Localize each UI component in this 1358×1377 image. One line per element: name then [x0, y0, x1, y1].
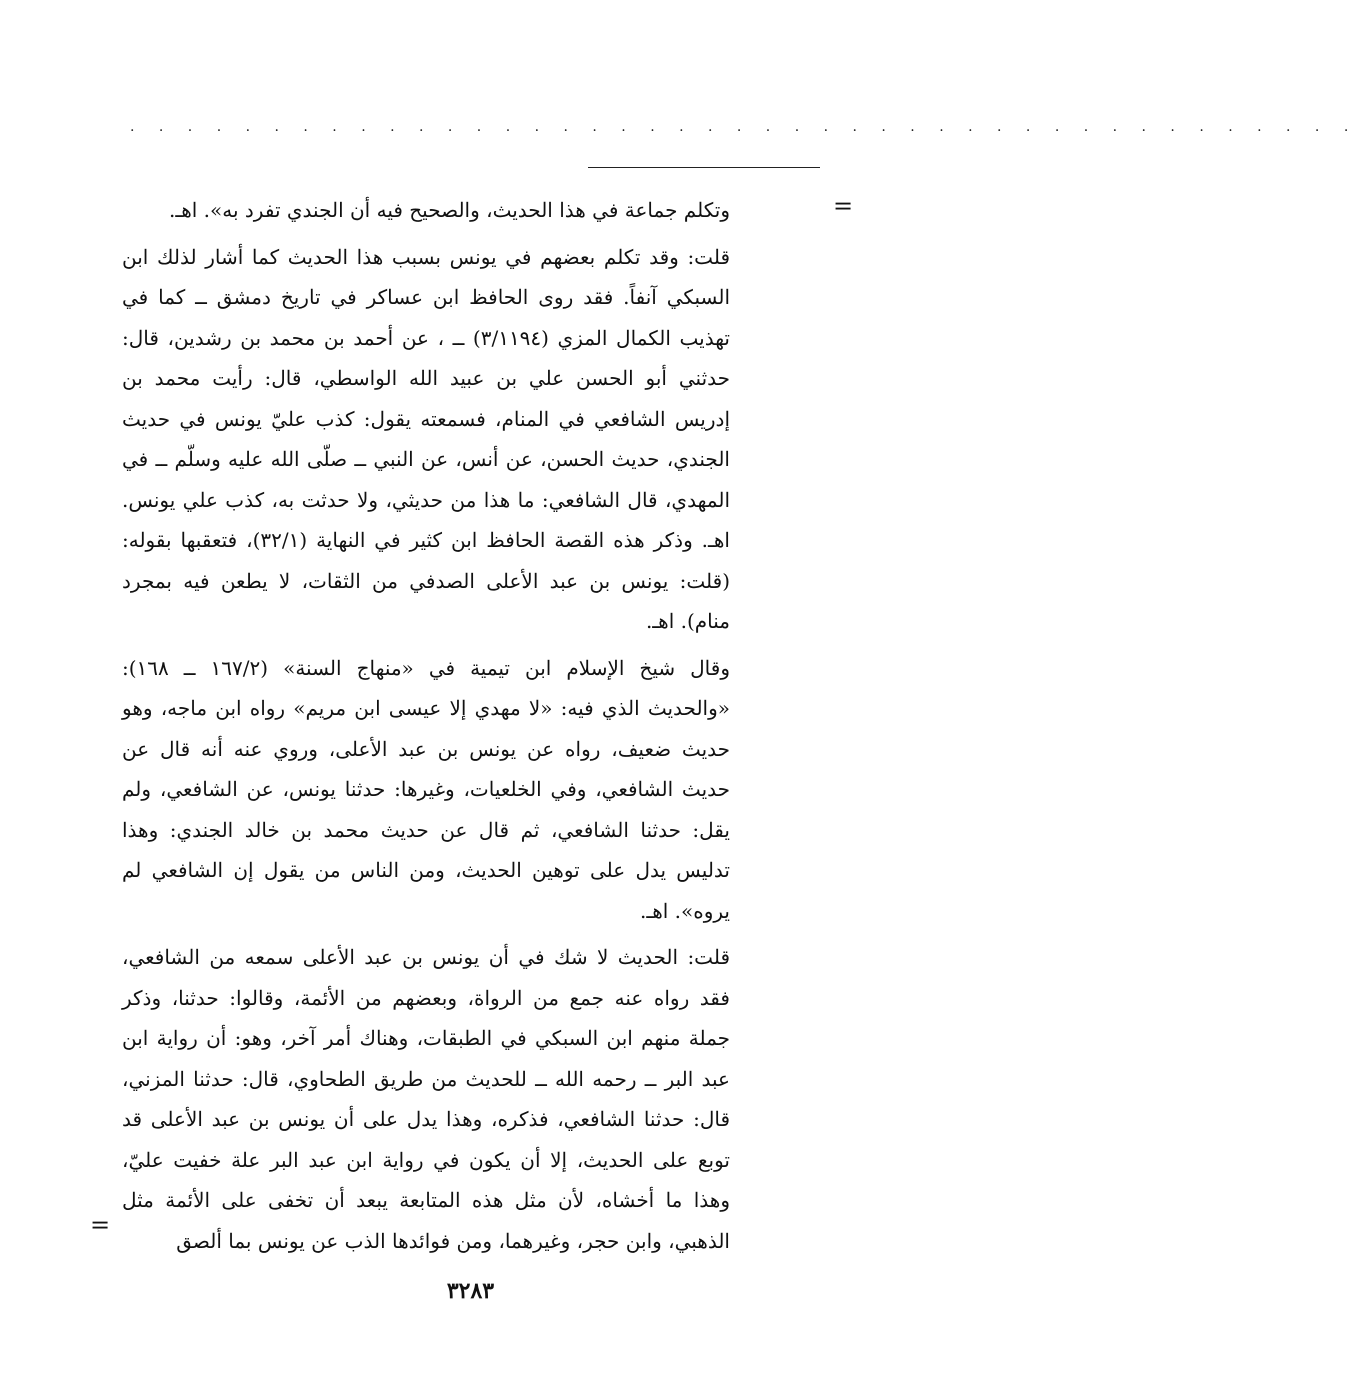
paragraph: قلت: وقد تكلم بعضهم في يونس بسبب هذا الحديث كما أشار لذلك ابن السبكي آنفاً. فقد روى الحافظ ابن عساكر في تاريخ دمشق ــ كما في تهذيب الكمال المزي (٣/١١٩٤) ــ ، عن أحمد بن محمد بن رشدين، قال: حدثني أبو الحسن علي بن عبيد الله الواسطي، قال: رأيت محمد بن إدريس الشافعي في المنام، فسمعته يقول: كذب عليّ يونس في حديث الجندي، حديث الحسن، عن أنس، عن النبي ــ صلّى الله عليه وسلّم ــ في المهدي، قال الشافعي: ما هذا من حديثي، ولا حدثت به، كذب علي يونس. اهـ. وذكر هذه القصة الحافظ ابن كثير في النهاية (٣٢/١)، فتعقبها بقوله: (قلت: يونس بن عبد الأعلى الصدفي من الثقات، لا يطعن فيه بمجرد منام). اهـ. — [122, 244, 730, 633]
paragraph: قلت: الحديث لا شك في أن يونس بن عبد الأعلى سمعه من الشافعي، فقد رواه عنه جمع من الرواة، وبعضهم من الأئمة، وقالوا: حدثنا، وذكر جملة منهم ابن السبكي في الطبقات، وهناك أمر آخر، وهو: أن رواية ابن عبد البر ــ رحمه الله ــ للحديث من طريق الطحاوي، قال: حدثنا المزني، قال: حدثنا الشافعي، فذكره، وهذا يدل على أن يونس بن عبد الأعلى قد توبع على الحديث، إلا أن يكون في رواية ابن عبد البر علة خفيت عليّ، وهذا ما أخشاه، لأن مثل هذه المتابعة يبعد أن تخفى على الأئمة مثل الذهبي، وابن حجر، وغيرهما، ومن فوائدها الذب عن يونس بما ألصق — [122, 945, 730, 1253]
continuation-mark-top: = — [833, 192, 854, 220]
footnote-text — [122, 190, 730, 1267]
separator-dots: . . . . . . . . . . . . . . . . . . . . . . . . . . . . . . . . . . . . . . . . . . . — [130, 119, 1358, 135]
paragraph: وتكلم جماعة في هذا الحديث، والصحيح فيه أن الجندي تفرد به». اهـ. — [168, 198, 730, 222]
continuation-mark-bottom: = — [90, 1211, 111, 1239]
page-number: ٣٢٨٣ — [446, 1278, 495, 1304]
paragraph: وقال شيخ الإسلام ابن تيمية في «منهاج السنة» (١٦٧/٢ ــ ١٦٨): «والحديث الذي فيه: «لا مهدي إلا عيسى ابن مريم» رواه ابن ماجه، وهو حديث ضعيف، رواه عن يونس بن عبد الأعلى، وروي عنه أنه قال عن حديث الشافعي، وفي الخلعيات، وغيرها: حدثنا يونس، عن الشافعي، ولم يقل: حدثنا الشافعي، ثم قال عن حديث محمد بن خالد الجندي: وهذا تدليس يدل على توهين الحديث، ومن الناس من يقول إن الشافعي لم يروه». اهـ. — [122, 655, 730, 923]
footnote-rule — [588, 167, 820, 168]
